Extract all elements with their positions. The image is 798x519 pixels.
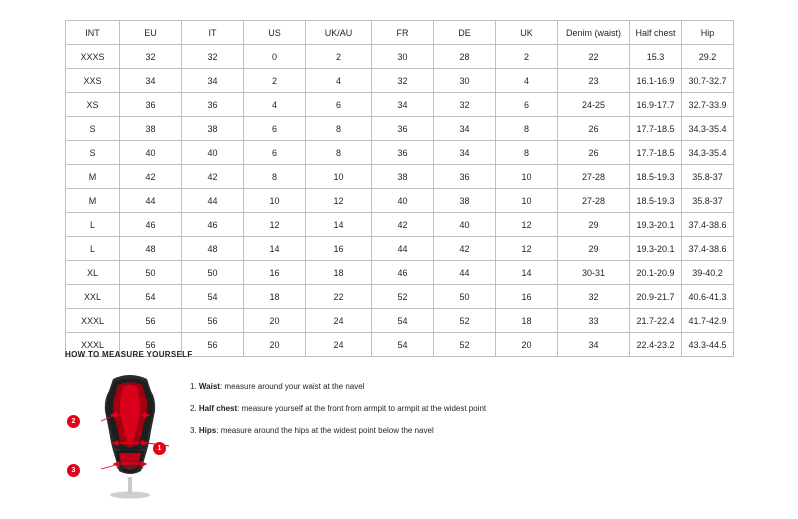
table-cell: 28 [434, 45, 496, 69]
column-header-int: INT [66, 21, 120, 45]
table-cell: 22 [306, 285, 372, 309]
table-cell: 17.7-18.5 [630, 117, 682, 141]
table-cell: 30 [434, 69, 496, 93]
table-cell: 40.6-41.3 [682, 285, 734, 309]
table-cell: 48 [182, 237, 244, 261]
table-cell: 21.7-22.4 [630, 309, 682, 333]
table-cell: 34 [120, 69, 182, 93]
table-cell: 34 [182, 69, 244, 93]
table-cell: 24 [306, 309, 372, 333]
table-cell: 20 [244, 333, 306, 357]
table-cell: 17.7-18.5 [630, 141, 682, 165]
table-cell: 36 [182, 93, 244, 117]
table-cell: 46 [120, 213, 182, 237]
table-cell: XXXL [66, 309, 120, 333]
table-cell: 54 [182, 285, 244, 309]
table-cell: 14 [496, 261, 558, 285]
note-text-half-chest: : measure yourself at the front from armpit to armpit at the widest point [237, 404, 487, 413]
table-cell: 36 [120, 93, 182, 117]
table-cell: 36 [372, 141, 434, 165]
table-cell: 10 [496, 189, 558, 213]
table-cell: 34 [434, 141, 496, 165]
table-cell: 34.3-35.4 [682, 117, 734, 141]
table-cell: 32 [434, 93, 496, 117]
table-cell: 16 [496, 285, 558, 309]
table-cell: 44 [120, 189, 182, 213]
table-cell: 18 [244, 285, 306, 309]
table-cell: 8 [306, 141, 372, 165]
table-cell: 18 [306, 261, 372, 285]
table-cell: 14 [244, 237, 306, 261]
table-cell: 20.9-21.7 [630, 285, 682, 309]
table-cell: 24 [306, 333, 372, 357]
table-row [66, 93, 734, 117]
table-cell: 4 [306, 69, 372, 93]
table-cell: 56 [120, 309, 182, 333]
how-to-measure-section [65, 350, 745, 499]
table-cell: 44 [372, 237, 434, 261]
table-cell: 52 [434, 309, 496, 333]
table-cell: 40 [120, 141, 182, 165]
mannequin-illustration [83, 369, 178, 499]
table-cell: 56 [182, 309, 244, 333]
column-header-hip: Hip [682, 21, 734, 45]
size-chart-table [65, 20, 734, 357]
column-header-it: IT [182, 21, 244, 45]
column-header-fr: FR [372, 21, 434, 45]
table-cell: XXL [66, 285, 120, 309]
table-cell: 32 [182, 45, 244, 69]
table-cell: XXXS [66, 45, 120, 69]
table-cell: 30-31 [558, 261, 630, 285]
table-cell: 8 [496, 117, 558, 141]
table-cell: 34 [372, 93, 434, 117]
table-cell: 42 [182, 165, 244, 189]
mannequin-figure [65, 369, 180, 499]
table-cell: 20 [244, 309, 306, 333]
table-row [66, 189, 734, 213]
table-cell: 36 [434, 165, 496, 189]
table-cell: 38 [434, 189, 496, 213]
measure-badge-2: 2 [67, 415, 80, 428]
measure-note-hips [190, 425, 486, 436]
table-cell: 34.3-35.4 [682, 141, 734, 165]
table-row [66, 69, 734, 93]
column-header-uk-au: UK/AU [306, 21, 372, 45]
table-cell: 12 [496, 213, 558, 237]
table-cell: 18.5-19.3 [630, 165, 682, 189]
table-cell: 24-25 [558, 93, 630, 117]
table-cell: 38 [182, 117, 244, 141]
table-row [66, 141, 734, 165]
table-body [66, 45, 734, 357]
table-cell: 26 [558, 141, 630, 165]
table-cell: 12 [496, 237, 558, 261]
table-cell: 16.1-16.9 [630, 69, 682, 93]
table-cell: 40 [372, 189, 434, 213]
table-cell: 10 [244, 189, 306, 213]
table-cell: 16 [306, 237, 372, 261]
table-cell: XXXL [66, 333, 120, 357]
table-cell: 39-40.2 [682, 261, 734, 285]
table-cell: 43.3-44.5 [682, 333, 734, 357]
table-cell: 22 [558, 45, 630, 69]
note-text-hips: : measure around the hips at the widest point below the navel [216, 426, 434, 435]
table-cell: 46 [372, 261, 434, 285]
note-number-3: 3. [190, 426, 197, 435]
table-cell: 42 [434, 237, 496, 261]
table-cell: 0 [244, 45, 306, 69]
table-row [66, 45, 734, 69]
note-text-waist: : measure around your waist at the navel [219, 382, 365, 391]
table-cell: M [66, 189, 120, 213]
column-header-eu: EU [120, 21, 182, 45]
table-cell: 18.5-19.3 [630, 189, 682, 213]
table-cell: 54 [372, 309, 434, 333]
table-cell: 29 [558, 213, 630, 237]
table-cell: 2 [496, 45, 558, 69]
table-cell: 6 [496, 93, 558, 117]
table-cell: 32 [120, 45, 182, 69]
table-cell: 32.7-33.9 [682, 93, 734, 117]
table-cell: 46 [182, 213, 244, 237]
table-cell: 8 [244, 165, 306, 189]
note-term-waist: Waist [198, 382, 220, 391]
table-cell: 14 [306, 213, 372, 237]
table-cell: 27-28 [558, 189, 630, 213]
table-row [66, 237, 734, 261]
table-cell: 40 [182, 141, 244, 165]
table-cell: 42 [372, 213, 434, 237]
table-cell: XS [66, 93, 120, 117]
note-number-1: 1. [190, 382, 197, 391]
measure-note-half-chest [190, 403, 486, 414]
table-cell: 16 [244, 261, 306, 285]
table-cell: 48 [120, 237, 182, 261]
table-cell: 37.4-38.6 [682, 213, 734, 237]
table-cell: 36 [372, 117, 434, 141]
note-term-hips: Hips [198, 426, 217, 435]
column-header-half-chest: Half chest [630, 21, 682, 45]
table-cell: 52 [372, 285, 434, 309]
table-cell: 56 [120, 333, 182, 357]
table-cell: 42 [120, 165, 182, 189]
table-cell: 8 [496, 141, 558, 165]
table-cell: 56 [182, 333, 244, 357]
table-cell: 18 [496, 309, 558, 333]
table-cell: 38 [120, 117, 182, 141]
column-header-de: DE [434, 21, 496, 45]
table-cell: 10 [306, 165, 372, 189]
table-cell: XL [66, 261, 120, 285]
table-cell: 26 [558, 117, 630, 141]
table-cell: 2 [306, 45, 372, 69]
table-row [66, 165, 734, 189]
table-cell: 40 [434, 213, 496, 237]
measure-notes [190, 369, 486, 447]
table-cell: 16.9-17.7 [630, 93, 682, 117]
table-cell: 4 [496, 69, 558, 93]
table-cell: M [66, 165, 120, 189]
table-cell: 41.7-42.9 [682, 309, 734, 333]
table-cell: 19.3-20.1 [630, 237, 682, 261]
table-cell: 44 [182, 189, 244, 213]
table-row [66, 261, 734, 285]
table-cell: L [66, 237, 120, 261]
table-cell: L [66, 213, 120, 237]
table-cell: 37.4-38.6 [682, 237, 734, 261]
table-cell: 27-28 [558, 165, 630, 189]
table-cell: 6 [306, 93, 372, 117]
measure-badge-3: 3 [67, 464, 80, 477]
measure-badge-1: 1 [153, 442, 166, 455]
table-cell: 52 [434, 333, 496, 357]
column-header-denim-waist: Denim (waist) [558, 21, 630, 45]
table-cell: 35.8-37 [682, 189, 734, 213]
table-cell: 54 [120, 285, 182, 309]
table-cell: 38 [372, 165, 434, 189]
table-cell: 34 [558, 333, 630, 357]
table-cell: 50 [182, 261, 244, 285]
table-cell: 44 [434, 261, 496, 285]
table-cell: XXS [66, 69, 120, 93]
table-cell: 22.4-23.2 [630, 333, 682, 357]
table-cell: 35.8-37 [682, 165, 734, 189]
table-cell: 12 [306, 189, 372, 213]
table-cell: 2 [244, 69, 306, 93]
table-cell: 4 [244, 93, 306, 117]
table-header-row [66, 21, 734, 45]
table-cell: 23 [558, 69, 630, 93]
table-cell: 20.1-20.9 [630, 261, 682, 285]
table-row [66, 309, 734, 333]
table-cell: 6 [244, 141, 306, 165]
table-row [66, 285, 734, 309]
table-cell: 50 [120, 261, 182, 285]
table-cell: 6 [244, 117, 306, 141]
table-cell: 54 [372, 333, 434, 357]
note-number-2: 2. [190, 404, 197, 413]
table-cell: 19.3-20.1 [630, 213, 682, 237]
note-term-half-chest: Half chest [198, 404, 238, 413]
measure-note-waist [190, 381, 486, 392]
table-cell: S [66, 117, 120, 141]
table-row [66, 117, 734, 141]
table-cell: 20 [496, 333, 558, 357]
column-header-uk: UK [496, 21, 558, 45]
table-cell: 32 [372, 69, 434, 93]
size-chart-container [65, 20, 733, 357]
column-header-us: US [244, 21, 306, 45]
table-cell: 33 [558, 309, 630, 333]
table-cell: 50 [434, 285, 496, 309]
table-cell: 10 [496, 165, 558, 189]
table-cell: 8 [306, 117, 372, 141]
table-cell: 34 [434, 117, 496, 141]
table-row [66, 213, 734, 237]
table-cell: 30 [372, 45, 434, 69]
table-cell: S [66, 141, 120, 165]
how-to-measure-body [65, 369, 745, 499]
table-cell: 29.2 [682, 45, 734, 69]
table-cell: 15.3 [630, 45, 682, 69]
how-to-measure-title: HOW TO MEASURE YOURSELF [65, 350, 193, 359]
table-cell: 12 [244, 213, 306, 237]
table-cell: 30.7-32.7 [682, 69, 734, 93]
table-cell: 32 [558, 285, 630, 309]
table-cell: 29 [558, 237, 630, 261]
